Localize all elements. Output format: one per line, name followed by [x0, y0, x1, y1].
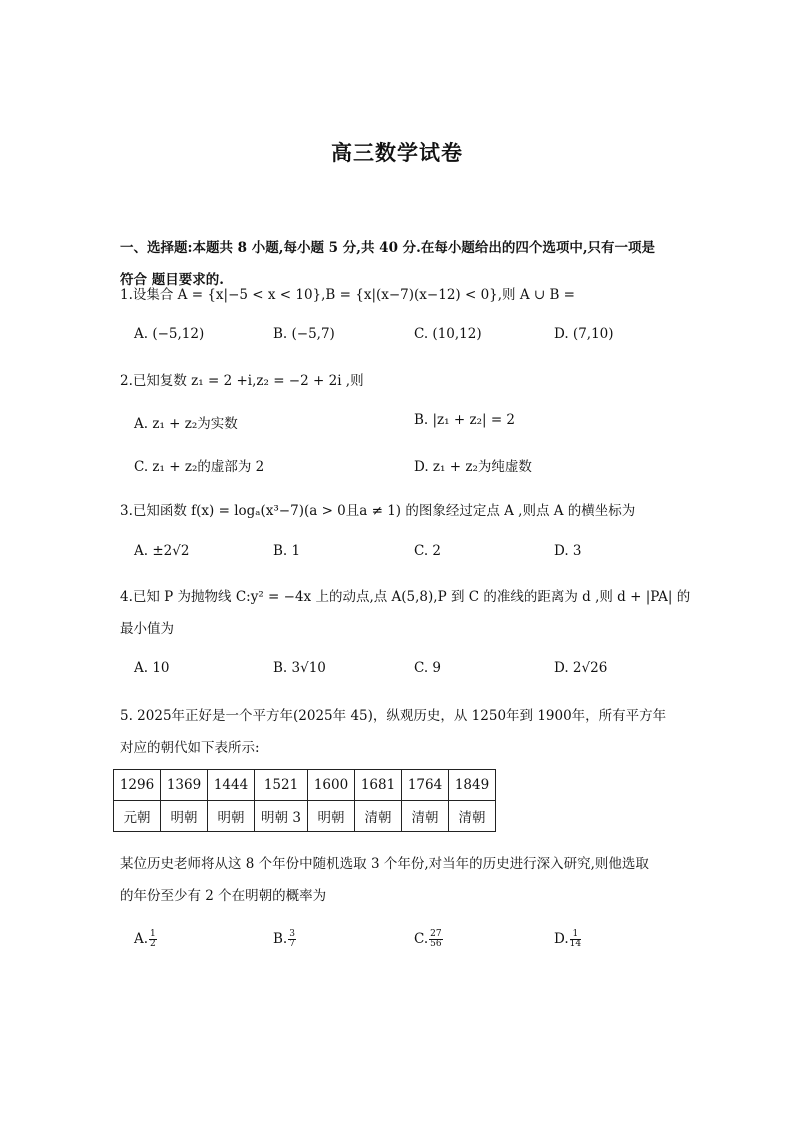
table-row-years: [114, 770, 496, 801]
section-heading-line1: 一、选择题:本题共 8 小题,每小题 5 分,共 40 分.在每小题给出的四个选项中,只有一项是: [120, 240, 656, 256]
table-cell: 1369: [161, 770, 208, 801]
question-1-stem: 1.设集合 A = {x|−5 < x < 10},B = {x|(x−7)(x−12) < 0},则 A ∪ B =: [120, 287, 575, 303]
q5-option-c[interactable]: [414, 930, 443, 949]
table-cell: 1521: [255, 770, 308, 801]
table-cell: 明朝 3: [255, 801, 308, 832]
q3-option-a[interactable]: A. ±2√2: [134, 543, 190, 559]
fraction: $\frac{27}{56}$: [430, 929, 442, 949]
q3-option-c[interactable]: C. 2: [414, 543, 442, 559]
question-2-stem: 2.已知复数 z₁ = 2 +i,z₂ = −2 + 2i ,则: [120, 373, 364, 389]
q4-option-c[interactable]: C. 9: [414, 660, 442, 676]
year-dynasty-table: [113, 769, 496, 832]
table-cell: 清朝: [402, 801, 449, 832]
question-5-stem-line1: 5. 2025年正好是一个平方年(2025年 45)，纵观历史，从 1250年到 1900年，所有平方年: [120, 708, 667, 724]
q5-option-d[interactable]: [554, 930, 581, 949]
table-cell: 1600: [308, 770, 355, 801]
table-cell: 1444: [208, 770, 255, 801]
table-cell: 1681: [355, 770, 402, 801]
q1-option-d[interactable]: D. (7,10): [554, 326, 614, 342]
fraction: $\frac{1}{2}$: [150, 929, 156, 949]
q5-option-a[interactable]: [134, 930, 157, 949]
option-label: C.: [414, 931, 429, 947]
option-label: B.: [273, 931, 288, 947]
question-5-stem-line2: 对应的朝代如下表所示:: [120, 740, 260, 756]
question-4-stem-line2: 最小值为: [120, 621, 174, 637]
question-5-body-line1: 某位历史老师将从这 8 个年份中随机选取 3 个年份,对当年的历史进行深入研究,则他选取: [120, 856, 649, 872]
table-cell: 元朝: [114, 801, 161, 832]
q2-option-a[interactable]: A. z₁ + z₂为实数: [134, 416, 238, 432]
q4-option-b[interactable]: B. 3√10: [273, 660, 326, 676]
option-label: D.: [554, 931, 569, 947]
table-cell: 清朝: [355, 801, 402, 832]
question-5-body-line2: 的年份至少有 2 个在明朝的概率为: [120, 888, 327, 904]
table-cell: 明朝: [161, 801, 208, 832]
q4-option-a[interactable]: A. 10: [134, 660, 170, 676]
table-cell: 明朝: [308, 801, 355, 832]
fraction: $\frac{3}{7}$: [289, 929, 295, 949]
table-cell: 明朝: [208, 801, 255, 832]
page-title: 高三数学试卷: [331, 140, 463, 165]
q2-option-c[interactable]: C. z₁ + z₂的虚部为 2: [134, 459, 265, 475]
q1-option-a[interactable]: A. (−5,12): [134, 326, 205, 342]
q4-option-d[interactable]: D. 2√26: [554, 660, 608, 676]
option-label: A.: [134, 931, 149, 947]
table-cell: 1296: [114, 770, 161, 801]
q1-option-b[interactable]: B. (−5,7): [273, 326, 335, 342]
table-cell: 清朝: [449, 801, 496, 832]
table-row-dynasties: [114, 801, 496, 832]
section-heading-line2: 符合 题目要求的.: [120, 272, 224, 288]
q5-option-b[interactable]: [273, 930, 296, 949]
question-3-stem: 3.已知函数 f(x) = logₐ(x³−7)(a > 0且a ≠ 1) 的图象经过定点 A ,则点 A 的横坐标为: [120, 503, 636, 519]
table-cell: 1764: [402, 770, 449, 801]
table-cell: 1849: [449, 770, 496, 801]
fraction: $\frac{1}{14}$: [569, 929, 582, 949]
q3-option-b[interactable]: B. 1: [273, 543, 301, 559]
question-4-stem-line1: 4.已知 P 为抛物线 C:y² = −4x 上的动点,点 A(5,8),P 到 C 的准线的距离为 d ,则 d + |PA| 的: [120, 589, 691, 605]
q2-option-d[interactable]: D. z₁ + z₂为纯虚数: [414, 459, 532, 475]
q3-option-d[interactable]: D. 3: [554, 543, 582, 559]
q1-option-c[interactable]: C. (10,12): [414, 326, 482, 342]
q2-option-b[interactable]: B. |z₁ + z₂| = 2: [414, 412, 516, 428]
